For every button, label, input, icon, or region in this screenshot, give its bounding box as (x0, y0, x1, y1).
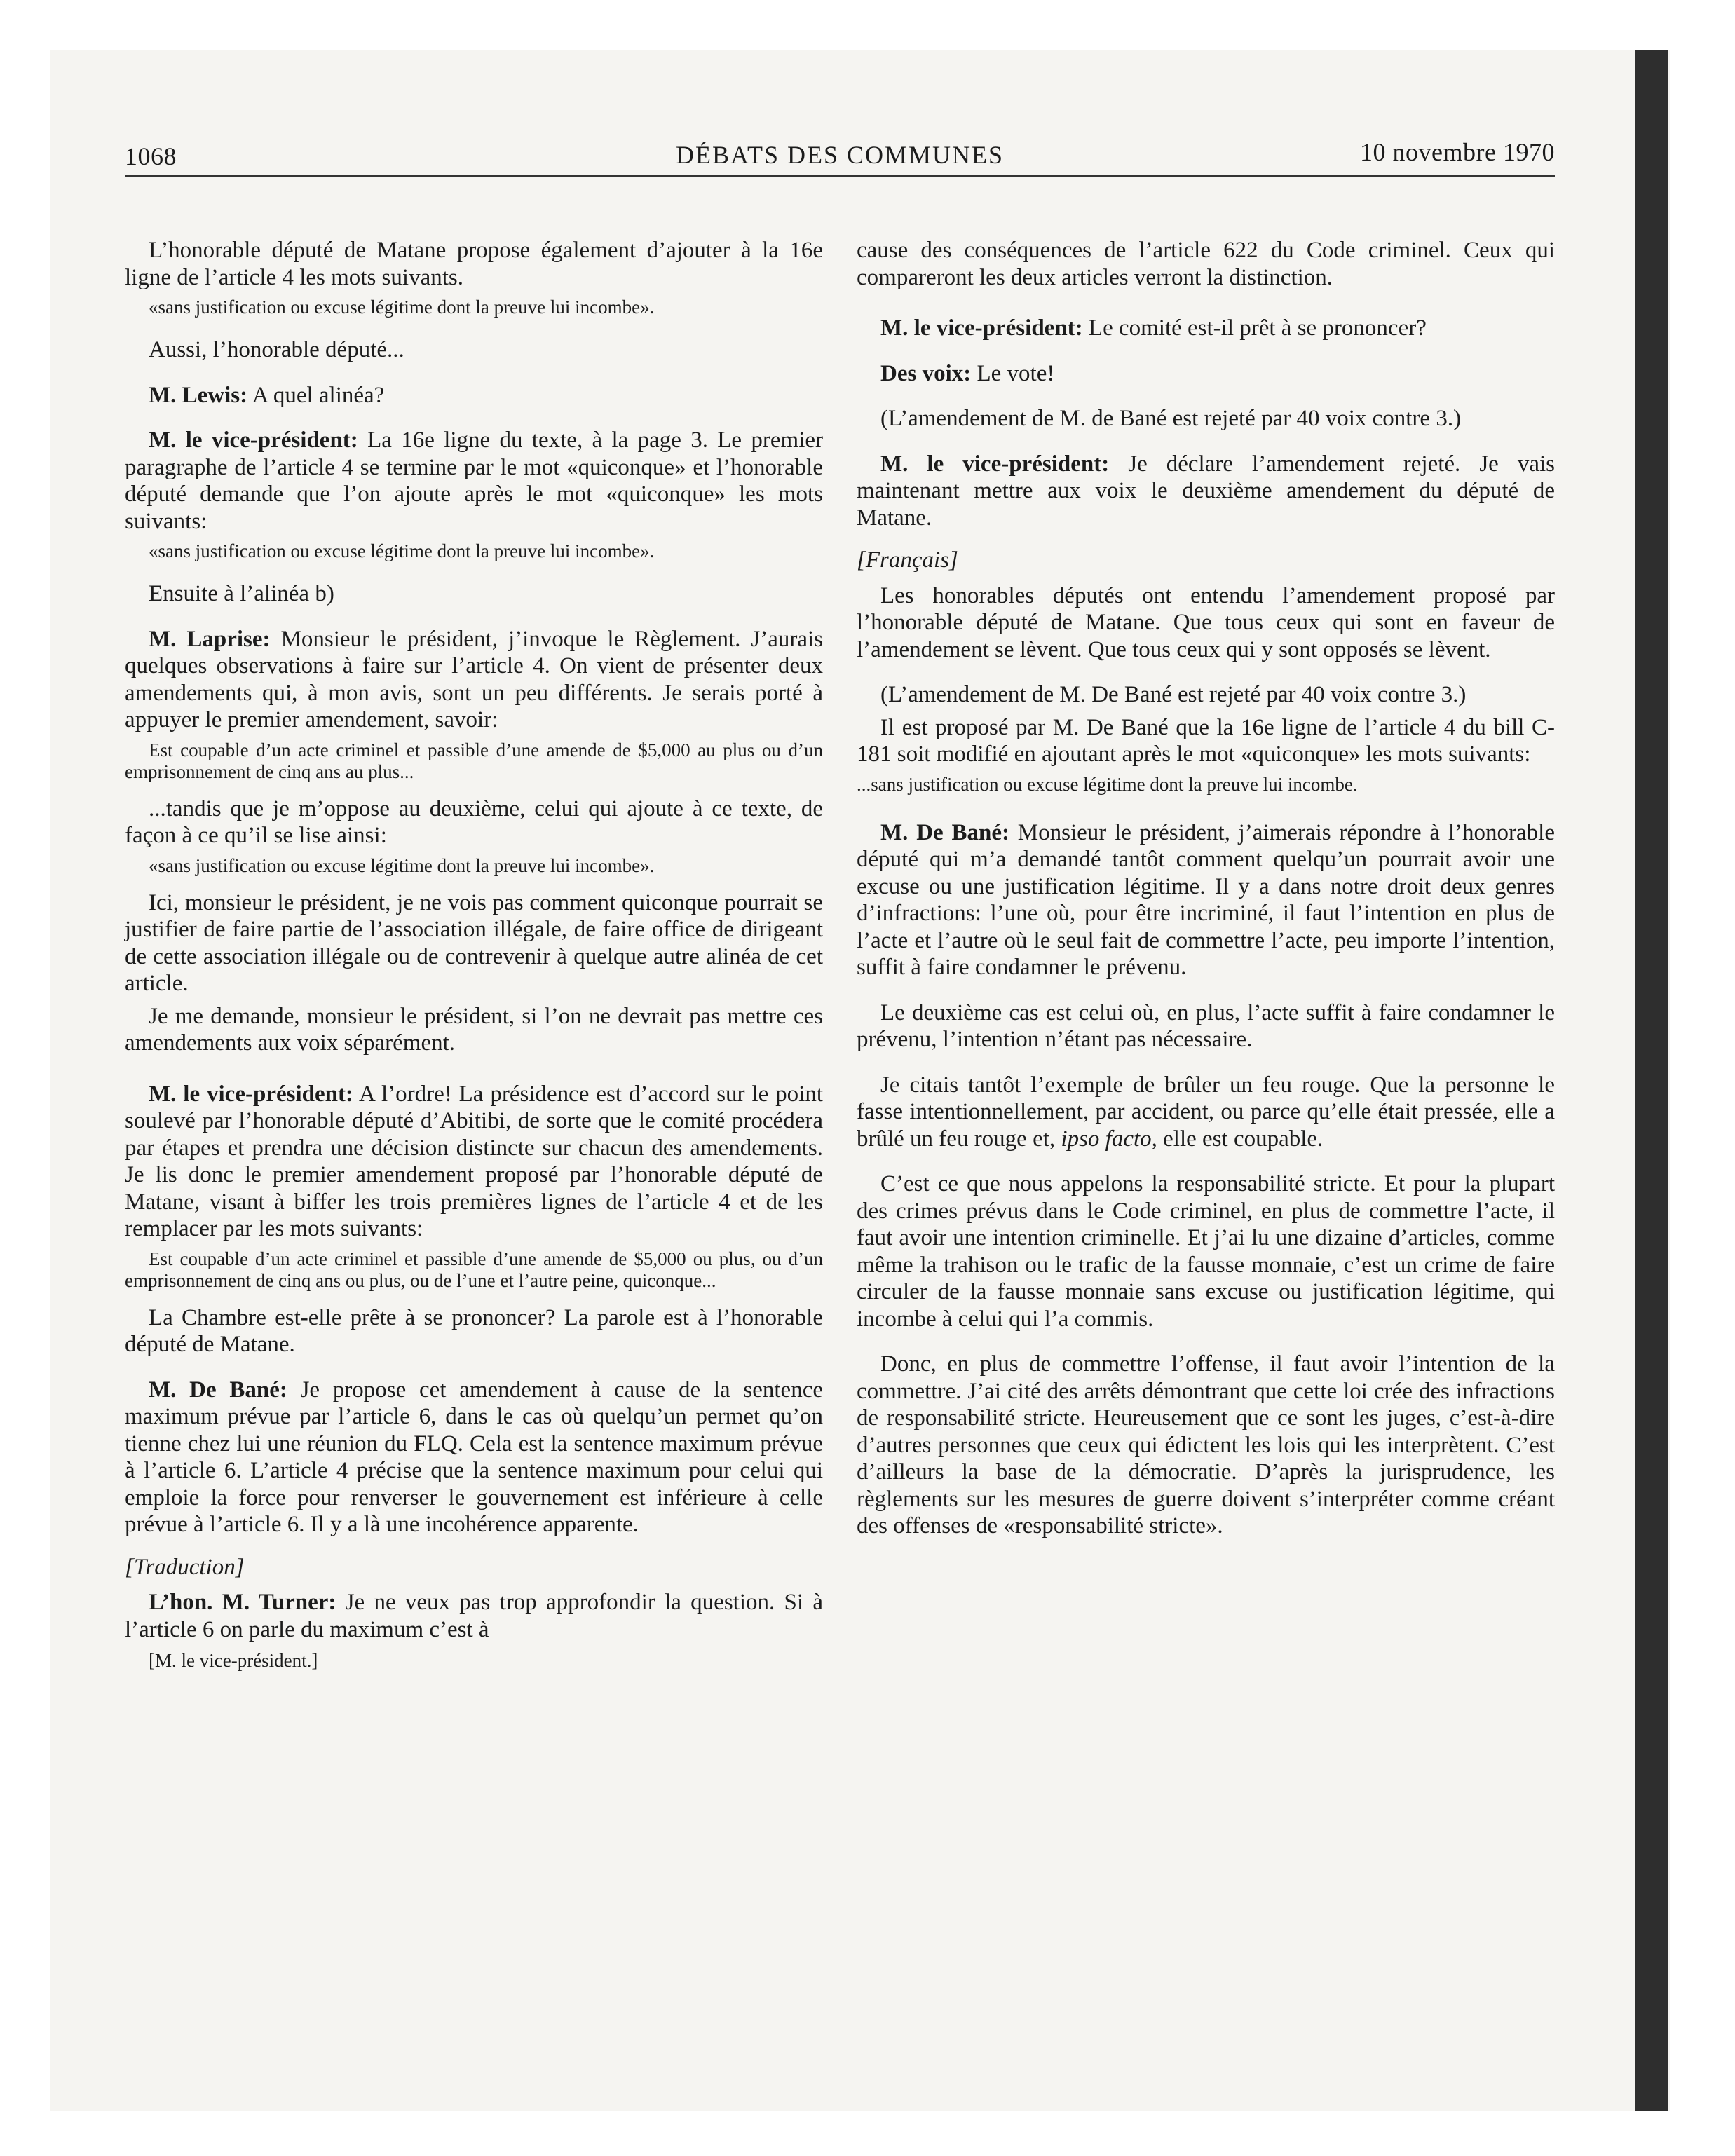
speaker-name: M. Laprise: (149, 626, 271, 652)
paragraph: Les honorables députés ont entendu l’amendement proposé par l’honorable député de Matane. Que tous ceux qui sont en faveur de l’amendement se lèvent. Que tous ceux qui y sont opposés se lèvent. (857, 582, 1555, 662)
paragraph: ...tandis que je m’oppose au deuxième, celui qui ajoute à ce texte, de façon à ce qu’il se lise ainsi: (125, 796, 823, 848)
quote: Est coupable d’un acte criminel et passible d’une amende de $5,000 ou plus, ou d’un emprisonnement de cinq ans ou plus, ou de l’une et l’autre peine, quiconque... (125, 1248, 823, 1291)
paragraph: L’hon. M. Turner: Je ne veux pas trop approfondir la question. Si à l’article 6 on parle du maximum c’est à (125, 1590, 823, 1642)
paragraph: (L’amendement de M. De Bané est rejeté par 40 voix contre 3.) (880, 682, 1467, 707)
column-footer: [M. le vice-président.] (149, 1650, 318, 1671)
paragraph: Le deuxième cas est celui où, en plus, l’acte suffit à faire condamner le prévenu, l’intention n’étant pas nécessaire. (857, 999, 1555, 1052)
paragraph: M. Laprise: Monsieur le président, j’invoque le Règlement. J’aurais quelques observations à faire sur l’article 4. On vient de présenter deux amendements qui, à mon avis, sont un peu différents. Je serais porté à appuyer le premier amendement, savoir: (125, 626, 823, 732)
speaker-name: Des voix: (880, 360, 972, 386)
paragraph: Je citais tantôt l’exemple de brûler un feu rouge. Que la personne le fasse intentionnellement, par accident, ou parce qu’elle était pressée, elle a brûlé un feu rouge et, ipso facto, elle est coupable. (857, 1072, 1555, 1152)
speaker-name: M. le vice-président: (880, 315, 1083, 341)
paragraph: Aussi, l’honorable député... (149, 337, 404, 362)
page-date: 10 novembre 1970 (1360, 138, 1555, 166)
quote: «sans justification ou excuse légitime dont la preuve lui incombe». (149, 854, 655, 876)
page-title: DÉBATS DES COMMUNES (675, 141, 1005, 169)
language-tag: [Français] (857, 547, 958, 573)
paragraph: M. le vice-président: Le comité est-il prêt à se prononcer? (880, 315, 1427, 341)
quote: ...sans justification ou excuse légitime dont la preuve lui incombe. (857, 773, 1358, 795)
speaker-name: M. le vice-président: (149, 428, 358, 453)
paragraph: Des voix: Le vote! (880, 360, 1055, 386)
paragraph: M. De Bané: Monsieur le président, j’aimerais répondre à l’honorable député qui m’a demandé tantôt comment quelqu’un pourrait avoir une excuse ou une justification légitime. Il y a dans notre droit deux genres d’infractions: l’une où, pour être incriminé, il faut l’intention en plus de l’acte et l’autre où le seul fait de commettre l’acte, peu importe l’intention, suffit à faire condamner le prévenu. (857, 819, 1555, 980)
speaker-name: M. De Bané: (880, 819, 1009, 845)
speaker-name: M. Lewis: (149, 382, 248, 408)
right-column (857, 237, 1555, 1546)
paragraph: M. De Bané: Je propose cet amendement à cause de la sentence maximum prévue par l’article 6, dans le cas où quelqu’un permet qu’on tienne chez lui une réunion du FLQ. Cela est la sentence maximum prévue à l’article 6. L’article 4 précise que la sentence maximum pour celui qui emploie la force pour renverser le gouvernement est inférieure à celle prévue à l’article 6. Il y a là une incohérence apparente. (125, 1377, 823, 1537)
paragraph: C’est ce que nous appelons la responsabilité stricte. Et pour la plupart des crimes prévus dans le Code criminel, en plus de commettre l’acte, il faut avoir une intention criminelle. Et j’ai lu une dizaine d’articles, comme même la trahison ou le trafic de la fausse monnaie, c’est un crime de faire circuler de la fausse monnaie sans excuse ou justification légitime, qui incombe à celui qui l’a commis. (857, 1171, 1555, 1332)
scan-edge-shadow (1635, 50, 1668, 2111)
paragraph: Ensuite à l’alinéa b) (149, 581, 334, 606)
quote: «sans justification ou excuse légitime dont la preuve lui incombe». (149, 540, 655, 561)
paragraph: Il est proposé par M. De Bané que la 16e ligne de l’article 4 du bill C-181 soit modifié en ajoutant après le mot «quiconque» les mots suivants: (857, 714, 1555, 767)
speaker-name: M. De Bané: (149, 1377, 287, 1403)
paragraph: M. le vice-président: A l’ordre! La présidence est d’accord sur le point soulevé par l’honorable député d’Abitibi, de sorte que le comité procédera par étapes et prendra une décision distincte sur chacun des amendements. Je lis donc le premier amendement proposé par l’honorable député de Matane, visant à biffer les trois premières lignes de l’article 4 et de les remplacer par les mots suivants: (125, 1081, 824, 1241)
quote: Est coupable d’un acte criminel et passible d’une amende de $5,000 au plus ou d’un emprisonnement de cinq ans au plus... (125, 739, 823, 782)
paragraph: cause des conséquences de l’article 622 du Code criminel. Ceux qui compareront les deux articles verront la distinction. (857, 238, 1555, 290)
speaker-name: L’hon. M. Turner: (149, 1590, 336, 1615)
paragraph: Donc, en plus de commettre l’offense, il faut avoir l’intention de la commettre. J’ai cité des arrêts démontrant que cette loi crée des infractions de responsabilité stricte. Heureusement que ce sont les juges, c’est-à-dire d’autres personnes que ceux qui édictent les lois qui les interprètent. C’est d’ailleurs la base de la démocratie. D’après la jurisprudence, les règlements sur les mesures de guerre doivent s’interpréter comme créant des offenses de «responsabilité stricte». (857, 1351, 1555, 1538)
header-rule (125, 175, 1555, 177)
speaker-name: M. le vice-président: (880, 451, 1110, 477)
paragraph: Je me demande, monsieur le président, si l’on ne devrait pas mettre ces amendements aux voix séparément. (125, 1003, 823, 1056)
speaker-name: M. le vice-président: (149, 1081, 353, 1107)
page-header (125, 137, 1555, 174)
language-tag: [Traduction] (125, 1554, 245, 1580)
paragraph: M. le vice-président: Je déclare l’amendement rejeté. Je vais maintenant mettre aux voix le deuxième amendement du député de Matane. (857, 451, 1555, 531)
paragraph: L’honorable député de Matane propose également d’ajouter à la 16e ligne de l’article 4 les mots suivants. (125, 238, 823, 290)
left-column (125, 237, 823, 1691)
paragraph: M. Lewis: A quel alinéa? (149, 382, 385, 408)
paragraph: La Chambre est-elle prête à se prononcer? La parole est à l’honorable député de Matane. (125, 1304, 823, 1357)
paragraph: M. le vice-président: La 16e ligne du texte, à la page 3. Le premier paragraphe de l’article 4 se termine par le mot «quiconque» et l’honorable député demande que l’on ajoute après le mot «quiconque» les mots suivants: (125, 428, 823, 534)
paragraph: Ici, monsieur le président, je ne vois pas comment quiconque pourrait se justifier de faire partie de l’association illégale, de faire office de dirigeant de cette association illégale ou de contrevenir à quelque autre alinéa de cet article. (125, 889, 823, 996)
quote: «sans justification ou excuse légitime dont la preuve lui incombe». (149, 296, 655, 318)
page-number: 1068 (125, 142, 177, 170)
paragraph: (L’amendement de M. de Bané est rejeté par 40 voix contre 3.) (880, 406, 1462, 431)
